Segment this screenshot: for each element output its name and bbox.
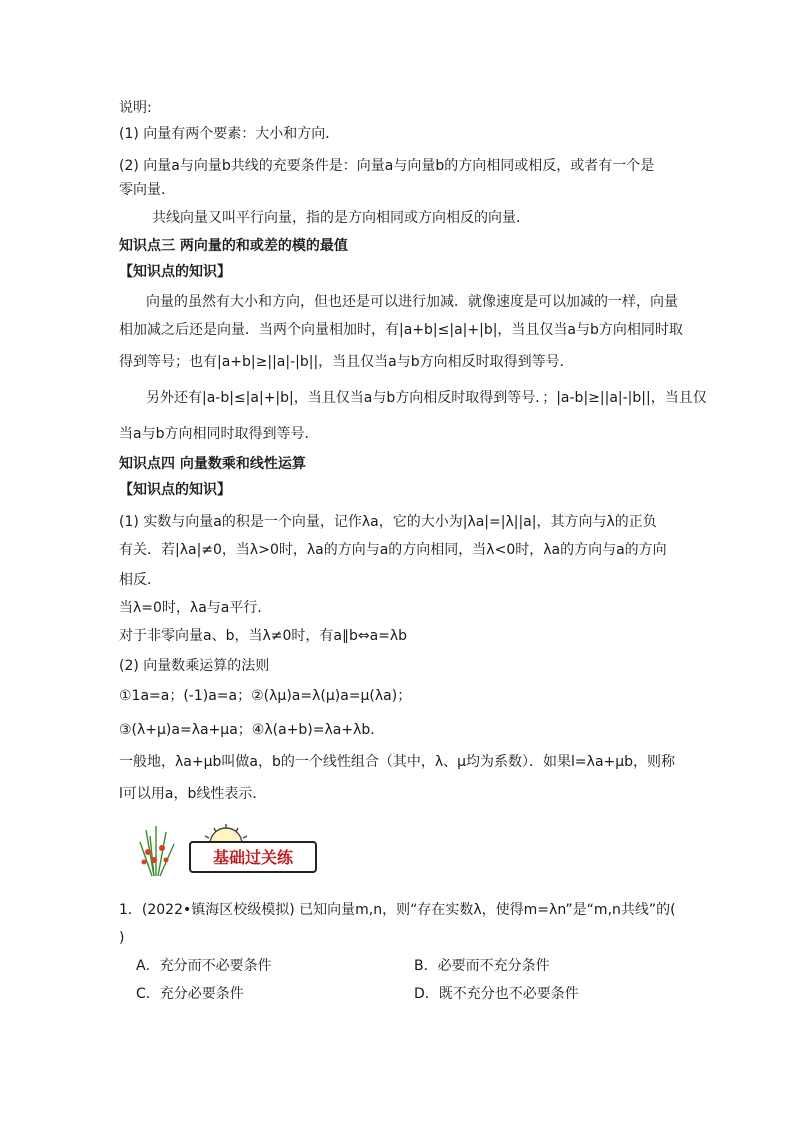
kp4-paragraph-2: 当λ=0时，λa与a平行． — [119, 600, 272, 616]
kp4-subtitle: 【知识点的知识】 — [119, 482, 231, 498]
notes-heading: 说明: — [119, 100, 152, 116]
kp4-paragraph-1-line-2: 有关．若|λa|≠0，当λ>0时，λa的方向与a的方向相同，当λ<0时，λa的方向与a的方向 — [119, 542, 667, 558]
kp4-paragraph-1-line-3: 相反． — [119, 572, 161, 588]
plant-illustration-icon — [132, 822, 322, 878]
kp4-paragraph-5: ①1a=a；(-1)a=a；②(λμ)a=λ(μ)a=μ(λa)； — [119, 688, 412, 704]
kp3-paragraph-2-line-2: 当a与b方向相同时取得到等号． — [119, 426, 319, 442]
kp4-paragraph-1-line-1: (1) 实数与向量a的积是一个向量，记作λa，它的大小为|λa|=|λ||a|，其方向与λ的正负 — [119, 514, 657, 530]
kp3-paragraph-1-line-3: 得到等号；也有|a+b|≥||a|-|b||，当且仅当a与b方向相反时取得到等号． — [119, 354, 574, 370]
section-banner — [132, 822, 322, 878]
notes-item-1: (1) 向量有两个要素：大小和方向． — [119, 126, 340, 142]
option-b[interactable]: B．必要而不充分条件 — [414, 958, 550, 974]
kp4-paragraph-4: (2) 向量数乘运算的法则 — [119, 658, 270, 674]
banner-label: 基础过关练 — [212, 848, 294, 867]
kp4-paragraph-6: ③(λ+μ)a=λa+μa；④λ(a+b)=λa+λb． — [119, 722, 385, 738]
kp3-subtitle: 【知识点的知识】 — [119, 264, 231, 280]
option-d[interactable]: D．既不充分也不必要条件 — [414, 986, 579, 1002]
kp4-paragraph-3: 对于非零向量a、b，当λ≠0时，有a∥b⇔a=λb — [119, 628, 408, 644]
kp3-title: 知识点三 两向量的和或差的模的最值 — [119, 238, 348, 254]
notes-item-2-line-1: (2) 向量a与向量b共线的充要条件是：向量a与向量b的方向相同或相反，或者有一个是 — [119, 158, 655, 174]
notes-item-3: 共线向量又叫平行向量，指的是方向相同或方向相反的向量． — [152, 210, 530, 226]
kp3-paragraph-1-line-1: 向量的虽然有大小和方向，但也还是可以进行加减．就像速度是可以加减的一样，向量 — [146, 294, 678, 310]
kp3-paragraph-1-line-2: 相加减之后还是向量．当两个向量相加时，有|a+b|≤|a|+|b|，当且仅当a与b方向相同时取 — [119, 322, 683, 338]
kp4-paragraph-7-line-2: l可以用a，b线性表示． — [119, 786, 267, 802]
option-a[interactable]: A．充分而不必要条件 — [136, 958, 272, 974]
question-1-stem-line-1: 1．(2022•镇海区校级模拟) 已知向量m,n，则“存在实数λ，使得m=λn”是“m,n共线”的( — [119, 902, 676, 918]
kp4-title: 知识点四 向量数乘和线性运算 — [119, 456, 306, 472]
question-1-stem-line-2: ) — [119, 930, 125, 946]
option-c[interactable]: C．充分必要条件 — [136, 986, 244, 1002]
kp3-paragraph-2-line-1: 另外还有|a-b|≤|a|+|b|，当且仅当a与b方向相反时取得到等号．；|a-b|≥||a|-|b||，当且仅 — [146, 390, 707, 406]
notes-item-2-line-2: 零向量． — [119, 182, 175, 198]
kp4-paragraph-7-line-1: 一般地，λa+μb叫做a，b的一个线性组合（其中，λ、μ均为系数）．如果l=λa+μb，则称 — [119, 754, 676, 770]
